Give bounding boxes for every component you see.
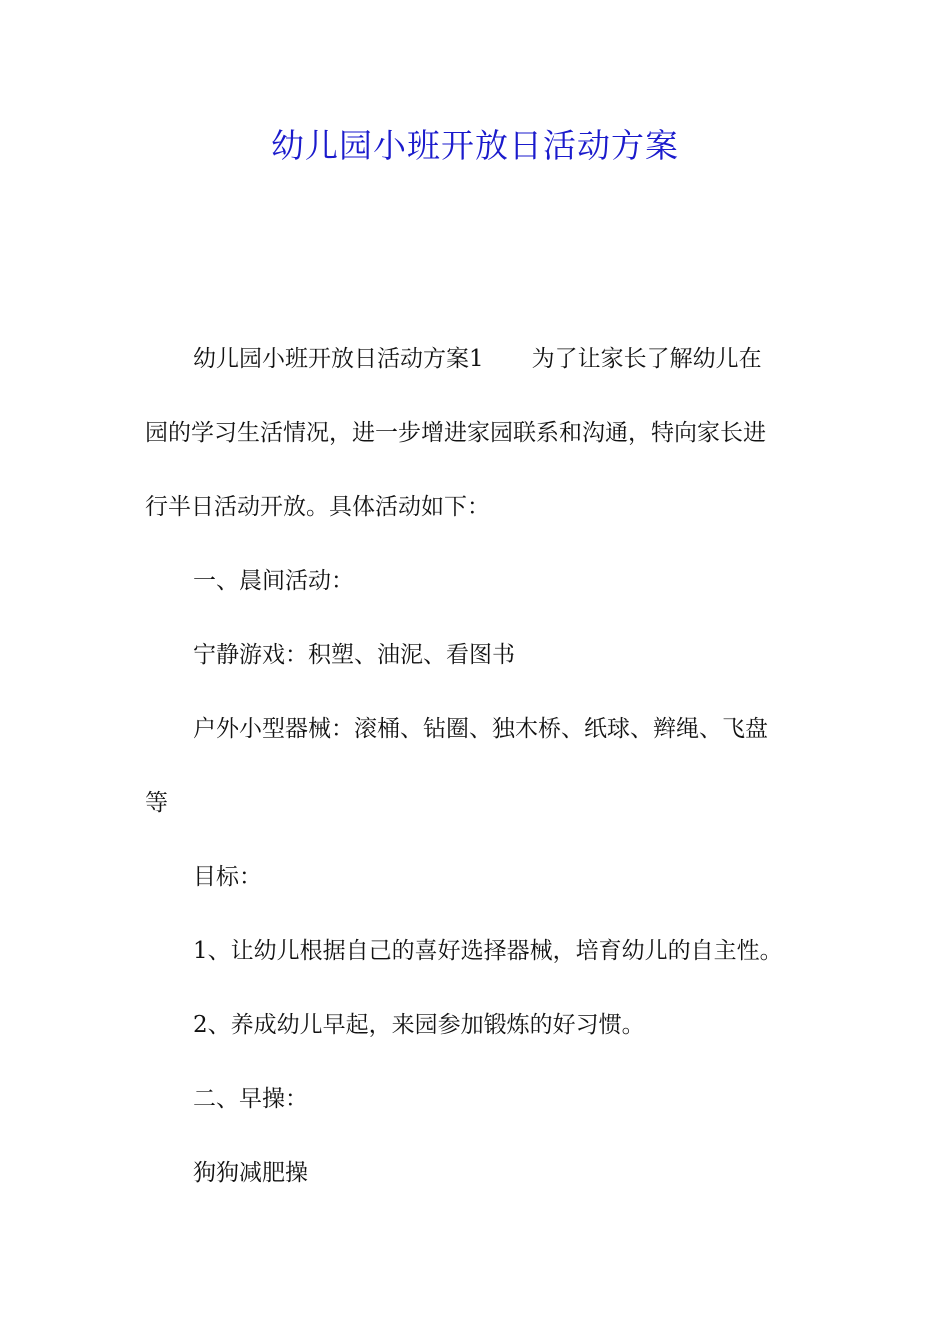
morning-activity-heading: 一、晨间活动：	[193, 568, 354, 594]
outdoor-equipment-line-2: 等	[145, 790, 168, 816]
goals-heading: 目标：	[193, 864, 262, 890]
intro-line-2: 园的学习生活情况，进一步增进家园联系和沟通，特向家长进	[145, 420, 766, 446]
intro-text-1: 为了让家长了解幼儿在	[531, 346, 762, 372]
goal-item-1: 1、让幼儿根据自己的喜好选择器械，培育幼儿的自主性。	[193, 938, 783, 964]
exercise-name: 狗狗减肥操	[193, 1160, 308, 1186]
morning-exercise-heading: 二、早操：	[193, 1086, 308, 1112]
intro-line-1	[145, 322, 809, 396]
quiet-games-line: 宁静游戏：积塑、油泥、看图书	[193, 642, 515, 668]
document-title: 幼儿园小班开放日活动方案	[271, 126, 679, 165]
intro-line-3: 行半日活动开放。具体活动如下：	[145, 494, 490, 520]
outdoor-equipment-line-1: 户外小型器械：滚桶、钻圈、独木桥、纸球、辫绳、飞盘	[193, 716, 768, 742]
document-body	[145, 322, 809, 1210]
plan-label: 幼儿园小班开放日活动方案1	[193, 346, 484, 372]
goal-item-2: 2、养成幼儿早起，来园参加锻炼的好习惯。	[193, 1012, 645, 1038]
